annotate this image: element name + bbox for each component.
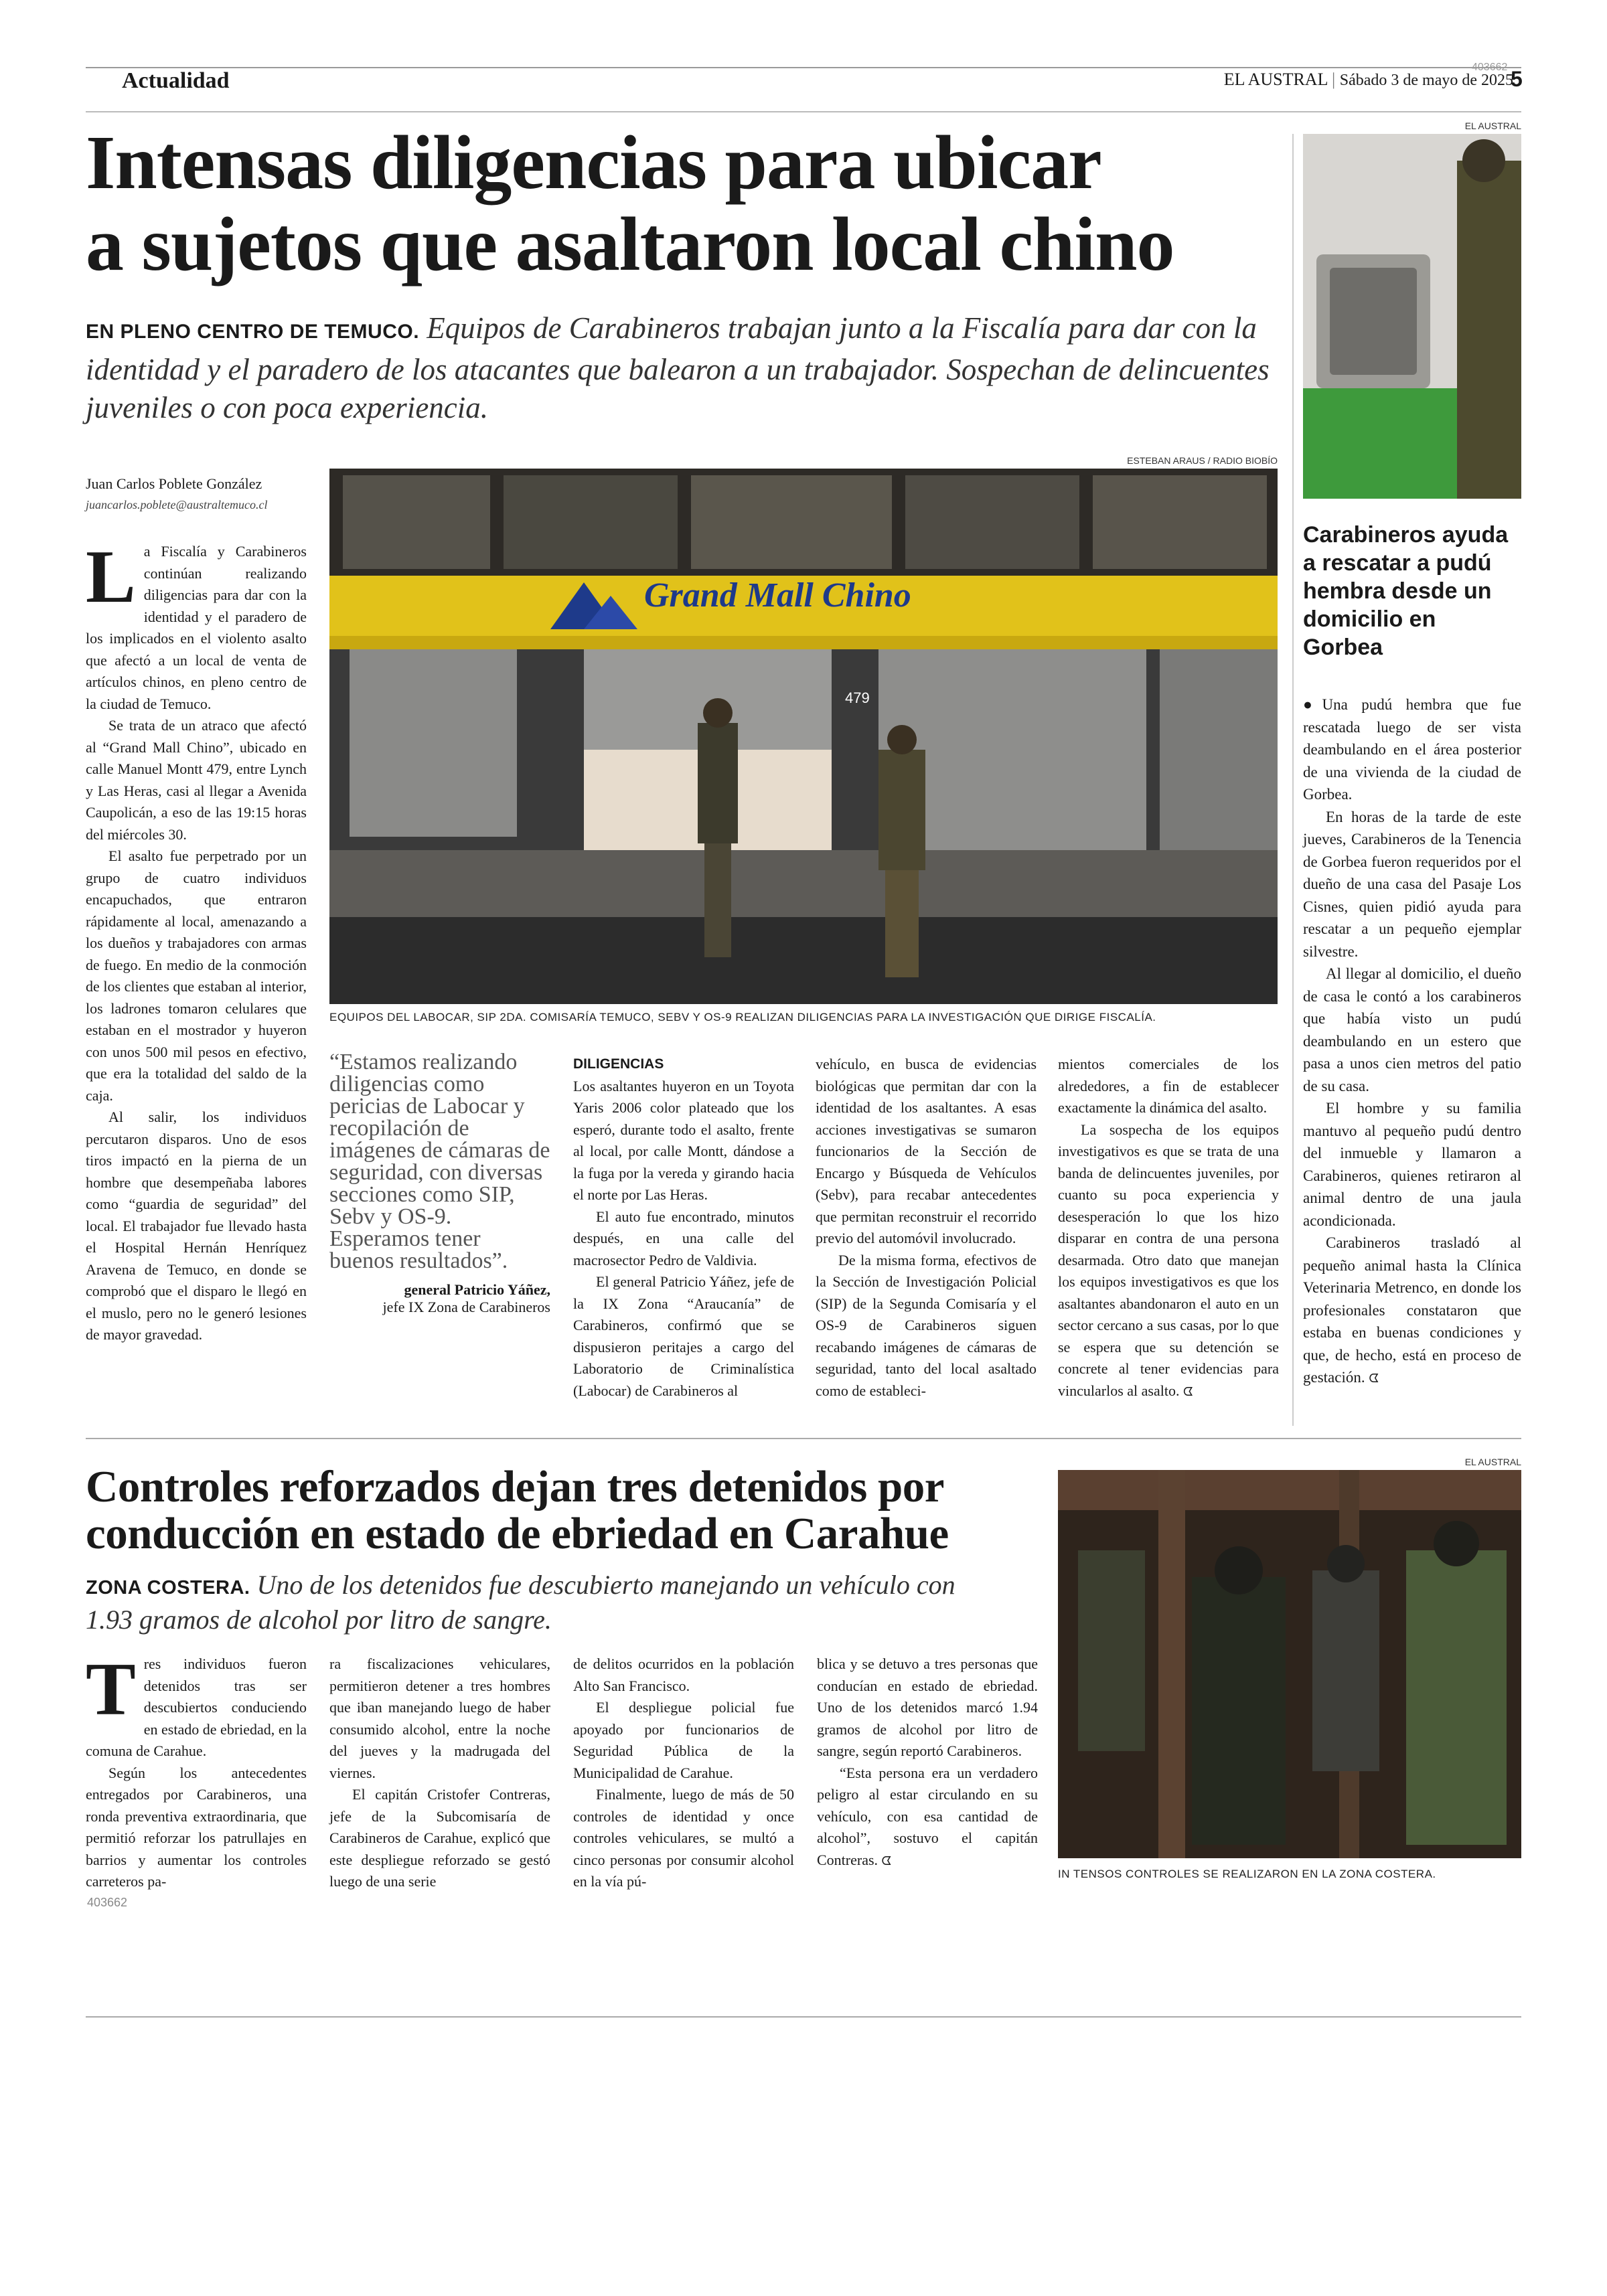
second-page-code: 403662 — [87, 1896, 128, 1909]
page-number: 5 — [1511, 67, 1523, 91]
second-col2-p2: El capitán Cristofer Contreras, jefe de la Subcomisaría de Carabineros de Carahue, explicó que este despliegue reforzado se gestó luego de una serie — [329, 1786, 550, 1890]
main-lead-text: Equipos de Carabineros trabajan junto a la Fiscalía para dar con la identidad y el paradero de los atacantes que balearon a un trabajador. Sospechan de delincuentes juveniles o con poca experiencia. — [86, 311, 1270, 424]
main-lead — [86, 309, 1271, 427]
second-col1-p2: Según los antecedentes entregados por Carabineros, una ronda preventiva extraordinaria, que permitió reforzar los patrullajes en barrios y aumentar los controles carreteros pa- — [86, 1764, 307, 1890]
main-col1-p2: Se trata de un atraco que afectó al “Grand Mall Chino”, ubicado en calle Manuel Montt 479, entre Lynch y Las Heras, casi al llegar a Avenida Caupolicán, a eso de las 19:15 horas del miércoles 30. — [86, 717, 307, 843]
second-column-3 — [573, 1653, 794, 1893]
main-col4-p2: De la misma forma, efectivos de la Sección de Investigación Policial (SIP) de la Segunda Comisaría y el OS-9 de Carabineros siguen recabando imágenes de cámaras de seguridad, tanto del local asaltado como de estableci- — [816, 1251, 1037, 1399]
sidebar-end-mark: ᗧ — [1369, 1372, 1379, 1385]
sidebar-p2: En horas de la tarde de este jueves, Carabineros de la Tenencia de Gorbea fueron requeridos por el dueño de una casa del Pasaje Los Cisnes, quien pidió ayuda para rescatar a un pequeño ejemplar silvestre. — [1303, 808, 1521, 960]
main-col1-p1: a Fiscalía y Carabineros continúan realizando diligencias para dar con la identidad y el paradero de los implicados en el violento asalto que afectó a un local de venta de artículos chinos, en pleno centro de la ciudad de Temuco. — [86, 543, 307, 712]
police-checkpoint-illustration — [1058, 1470, 1521, 1858]
store-scene-illustration — [329, 469, 1278, 1004]
main-column-1 — [86, 536, 307, 1346]
main-subhead: DILIGENCIAS — [573, 1056, 664, 1072]
main-col5-p1: mientos comerciales de los alrededores, a fin de establecer exactamente la dinámica del asalto. — [1058, 1056, 1279, 1116]
pull-quote-text: “Estamos realizando diligencias como pericias de Labocar y recopilación de imágenes de cámaras de seguridad, con diversas secciones como SIP, Sebv y OS-9. Esperamos tener buenos resultados”. — [329, 1050, 550, 1273]
sidebar-p3: Al llegar al domicilio, el dueño de casa le contó a los carabineros que había visto un pudú deambulando en un estero que pasa a unos cien metros del patio de su casa. — [1303, 965, 1521, 1094]
second-photo — [1058, 1470, 1521, 1858]
main-photo-credit: ESTEBAN ARAUS / RADIO BIOBÍO — [1127, 455, 1278, 466]
paper-name: EL AUSTRAL — [1223, 70, 1328, 89]
second-headline-line-2: conducción en estado de ebriedad en Carahue — [86, 1509, 949, 1558]
main-col5-p2: La sospecha de los equipos investigativos es que se trata de una banda de delincuentes juveniles, por cuanto su poca experiencia y desesperación lo que los hizo disparar en contra de una persona desarmada. Otro dato que manejan los equipos investigativos es que los asaltantes abandonaron el auto en un sector cercano a sus casas, por lo que se espera que su detención se concrete al tener evidencias para vincularlos al asalto. — [1058, 1121, 1279, 1399]
second-col3-p3: Finalmente, luego de más de 50 controles de identidad y once controles vehiculares, se multó a cinco personas por consumir alcohol en la vía pú- — [573, 1786, 794, 1890]
pull-quote-name: general Patricio Yáñez, — [404, 1281, 550, 1298]
main-end-mark: ᗧ — [1182, 1384, 1193, 1398]
header-top-rule — [86, 67, 1521, 68]
second-column-1 — [86, 1648, 307, 1893]
issue-date: Sábado 3 de mayo de 2025 — [1339, 72, 1513, 89]
sidebar-p1: ●Una pudú hembra que fue rescatada luego de ser vista deambulando en el área posterior de una vivienda de la ciudad de Gorbea. — [1303, 696, 1521, 803]
sidebar-divider — [1292, 134, 1294, 1426]
main-headline — [86, 122, 1291, 285]
sidebar-p4: El hombre y su familia mantuvo al pequeño pudú dentro del inmueble y llamaron a Carabineros, quienes retiraron al animal dentro de una jaula acondicionada. — [1303, 1100, 1521, 1229]
main-col1-p4: Al salir, los individuos percutaron disparos. Uno de esos tiros impactó en la pierna de un hombre que desempeñaba labores como “guardia de seguridad” del local. El trabajador fue llevado hasta el Hospital Hernán Henríquez Aravena de Temuco, en donde se comprobó que el disparo le llegó en el muslo, pero no le generó lesiones de mayor gravedad. — [86, 1109, 307, 1343]
footer-rule — [86, 2016, 1521, 2018]
main-photo-caption: EQUIPOS DEL LABOCAR, SIP 2DA. COMISARÍA TEMUCO, SEBV Y OS-9 REALIZAN DILIGENCIAS PARA LA INVESTIGACIÓN QUE DIRIGE FISCALÍA. — [329, 1011, 1156, 1023]
header-separator: | — [1332, 70, 1336, 89]
main-col3-p2: El auto fue encontrado, minutos después, en una calle del macrosector Pedro de Valdivia. — [573, 1208, 794, 1268]
pull-quote-role: jefe IX Zona de Carabineros — [382, 1299, 550, 1315]
second-dropcap: T — [86, 1648, 136, 1731]
second-headline — [86, 1463, 1057, 1557]
second-col3-p2: El despliegue policial fue apoyado por funcionarios de Seguridad Pública de la Municipalidad de Carahue. — [573, 1699, 794, 1781]
second-col3-p1: de delitos ocurridos en la población Alto San Francisco. — [573, 1655, 794, 1694]
second-col1-p1: res individuos fueron detenidos tras ser descubiertos conduciendo en estado de ebriedad, en la comuna de Carahue. — [86, 1655, 307, 1759]
main-dropcap: L — [86, 536, 136, 619]
header-page-code: 403662 — [1472, 62, 1508, 73]
second-col4-p2: “Esta persona era un verdadero peligro al estar circulando en su vehículo, con esa cantidad de alcohol”, sostuvo el capitán Contreras. — [817, 1764, 1038, 1868]
store-sign: Grand Mall Chino — [644, 576, 911, 614]
main-col4-p1: vehículo, en busca de evidencias biológicas que permitan dar con la identidad de los asaltantes. A esas acciones investigativas se sumaron funcionarios de la Sección de Encargo y Búsqueda de Vehículos (Sebv), para recabar antecedentes que permitan reconstruir el recorrido previo del automóvil involucrado. — [816, 1056, 1037, 1246]
mid-page-rule — [86, 1438, 1521, 1439]
main-photo — [329, 469, 1278, 1004]
second-kicker: ZONA COSTERA. — [86, 1577, 250, 1598]
main-column-4 — [816, 1054, 1037, 1402]
second-col2-p1: ra fiscalizaciones vehiculares, permitieron detener a tres hombres que iban manejando luego de haber consumido alcohol, entre la noche del jueves y la madrugada del viernes. — [329, 1655, 550, 1781]
author-email: juancarlos.poblete@australtemuco.cl — [86, 498, 268, 511]
second-lead-text: Uno de los detenidos fue descubierto manejando un vehículo con 1.93 gramos de alcohol por litro de sangre. — [86, 1570, 955, 1635]
pudu-rescue-illustration — [1303, 134, 1521, 499]
main-headline-line-2: a sujetos que asaltaron local chino — [86, 201, 1174, 286]
sidebar-headline: Carabineros ayuda a rescatar a pudú hembra desde un domicilio en Gorbea — [1303, 522, 1509, 660]
second-photo-credit: EL AUSTRAL — [1464, 1457, 1521, 1467]
main-col3-p3: El general Patricio Yáñez, jefe de la IX Zona “Araucanía” de Carabineros, confirmó que se dispusieron peritajes a cargo del Laboratorio de Criminalística (Labocar) de Carabineros al — [573, 1273, 794, 1399]
sidebar-photo — [1303, 134, 1521, 499]
second-lead — [86, 1569, 956, 1636]
second-end-mark: ᗧ — [881, 1854, 892, 1868]
main-col1-p3: El asalto fue perpetrado por un grupo de cuatro individuos encapuchados, que entraron rápidamente al local, amenazando a los dueños y trabajadores con armas de fuego. En medio de la conmoción de los clientes que estaban al interior, los ladrones tomaron celulares que estaban en el mostrador y huyeron con unos 500 mil pesos en efectivo, que era la totalidad del saldo de la caja. — [86, 847, 307, 1104]
store-number: 479 — [845, 689, 870, 706]
section-label: Actualidad — [122, 68, 230, 93]
second-column-4 — [817, 1653, 1038, 1872]
main-kicker: EN PLENO CENTRO DE TEMUCO. — [86, 321, 420, 343]
second-headline-line-1: Controles reforzados dejan tres detenidos por — [86, 1462, 945, 1511]
main-column-3 — [573, 1054, 794, 1402]
sidebar-p5: Carabineros trasladó al pequeño animal hasta la Clínica Veterinaria Metrenco, en donde los profesionales constataron que estaba en buenas condiciones y que, de hecho, está en proceso de gestación. — [1303, 1234, 1521, 1386]
second-column-2 — [329, 1653, 550, 1893]
author-name: Juan Carlos Poblete González — [86, 475, 262, 492]
sidebar-body — [1303, 693, 1521, 1390]
main-column-5 — [1058, 1054, 1279, 1402]
pull-quote — [329, 1051, 550, 1316]
main-col3-p1: Los asaltantes huyeron en un Toyota Yaris 2006 color plateado que los esperó, durante todo el asalto, frente al local, por calle Montt, dándose a la fuga por la vereda y girando hacia el norte por Las Heras. — [573, 1077, 794, 1203]
second-photo-caption: IN TENSOS CONTROLES SE REALIZARON EN LA ZONA COSTERA. — [1058, 1868, 1436, 1880]
header-dateline — [1224, 70, 1513, 90]
sidebar-photo-credit: EL AUSTRAL — [1464, 120, 1521, 131]
main-headline-line-1: Intensas diligencias para ubicar — [86, 120, 1101, 205]
header-bottom-rule — [86, 111, 1521, 112]
second-col4-p1: blica y se detuvo a tres personas que conducían en estado de ebriedad. Uno de los detenidos marcó 1.94 gramos de alcohol por litro de sangre, según reportó Carabineros. — [817, 1655, 1038, 1759]
